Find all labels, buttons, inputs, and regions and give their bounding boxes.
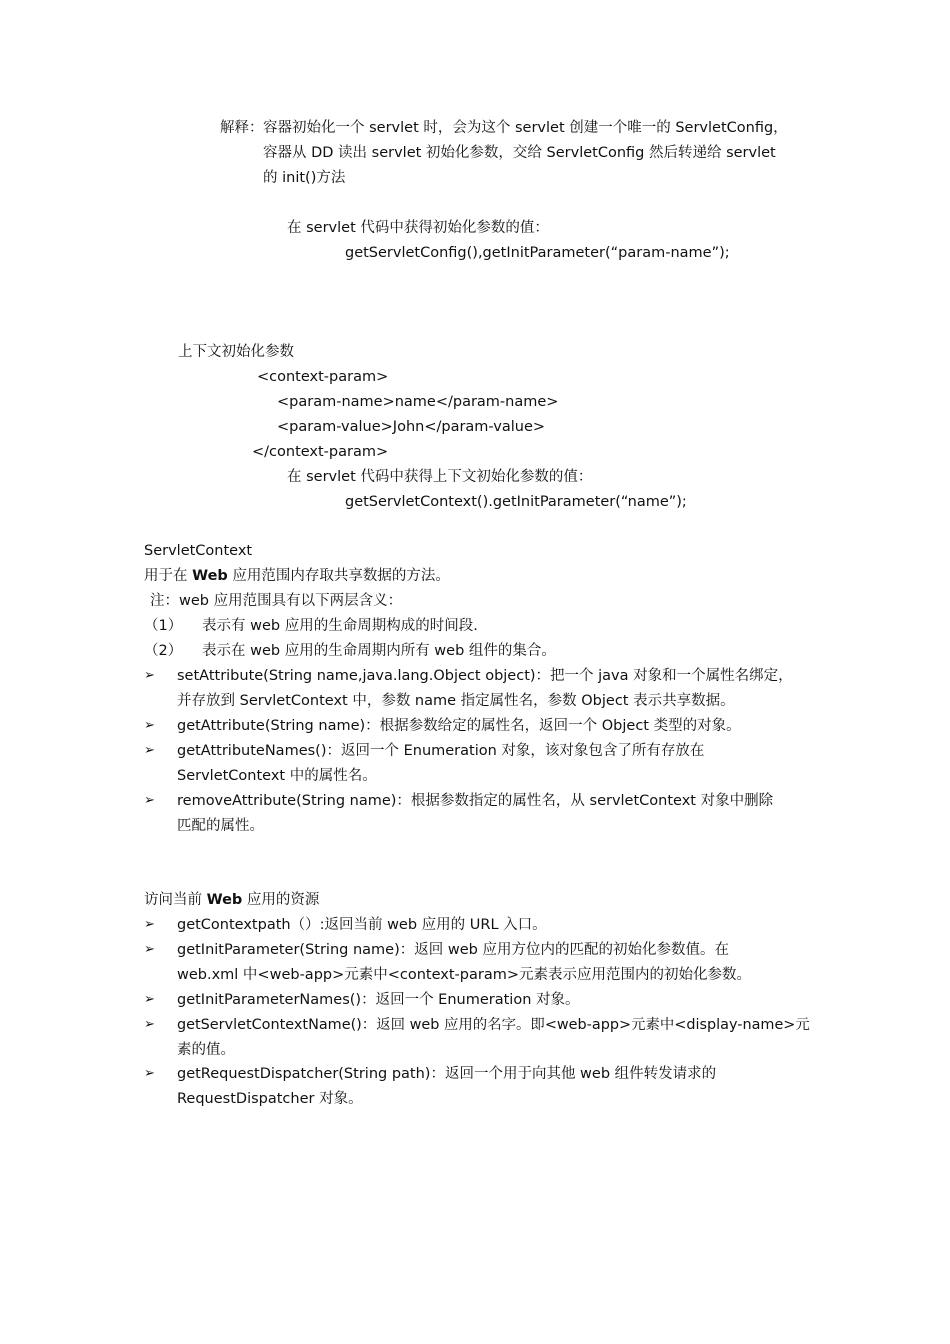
bullet-arrow-icon: ➢ <box>144 743 155 758</box>
resources-heading <box>144 890 319 910</box>
method-getrequestdispatcher-line-2: RequestDispatcher 对象。 <box>177 1091 363 1107</box>
scope-item-1-number: （1） <box>144 618 183 634</box>
bullet-arrow-icon: ➢ <box>144 917 155 932</box>
servletcontext-heading: ServletContext <box>144 543 253 559</box>
desc-pre: 用于在 <box>144 568 193 584</box>
context-code-line: getServletContext().getInitParameter(“name”); <box>345 494 687 510</box>
scope-item-2-text: 表示在 web 应用的生命周期内所有 web 组件的集合。 <box>202 643 556 659</box>
bullet-arrow-icon: ➢ <box>144 668 155 683</box>
method-setattribute-line-1: setAttribute(String name,java.lang.Object object)：把一个 java 对象和一个属性名绑定， <box>177 668 793 684</box>
desc-bold: Web <box>192 568 228 584</box>
explanation-line-1: 容器初始化一个 servlet 时，会为这个 servlet 创建一个唯一的 ServletConfig， <box>263 120 788 136</box>
method-getattribute-line-1: getAttribute(String name)：根据参数给定的属性名，返回一个 Object 类型的对象。 <box>177 718 741 734</box>
scope-note: 注：web 应用范围具有以下两层含义： <box>150 593 403 609</box>
xml-context-param-open: <context-param> <box>257 369 389 385</box>
resources-heading-bold: Web <box>206 892 243 908</box>
bullet-arrow-icon: ➢ <box>144 1066 155 1081</box>
context-param-heading: 上下文初始化参数 <box>178 344 294 360</box>
method-getattributenames-line-2: ServletContext 中的属性名。 <box>177 768 377 784</box>
context-code-intro: 在 servlet 代码中获得上下文初始化参数的值： <box>287 469 593 485</box>
method-getinitparameter-line-1: getInitParameter(String name)：返回 web 应用方位内的匹配的初始化参数值。在 <box>177 942 729 958</box>
method-getinitparameter-line-2: web.xml 中<web-app>元素中<context-param>元素表示应用范围内的初始化参数。 <box>177 967 751 983</box>
bullet-arrow-icon: ➢ <box>144 1017 155 1032</box>
bullet-arrow-icon: ➢ <box>144 793 155 808</box>
method-removeattribute-line-1: removeAttribute(String name)：根据参数指定的属性名，从 servletContext 对象中删除 <box>177 793 774 809</box>
method-getattributenames-line-1: getAttributeNames()：返回一个 Enumeration 对象，该对象包含了所有存放在 <box>177 743 705 759</box>
servletcontext-description <box>144 566 450 586</box>
method-getinitparameternames-line-1: getInitParameterNames()：返回一个 Enumeration 对象。 <box>177 992 580 1008</box>
scope-item-2-number: （2） <box>144 643 183 659</box>
explanation-line-2: 容器从 DD 读出 servlet 初始化参数，交给 ServletConfig 然后转递给 servlet <box>263 145 776 161</box>
method-removeattribute-line-2: 匹配的属性。 <box>177 818 264 834</box>
resources-heading-pre: 访问当前 <box>144 892 207 908</box>
bullet-arrow-icon: ➢ <box>144 992 155 1007</box>
desc-post: 应用范围内存取共享数据的方法。 <box>227 568 450 584</box>
method-getservletcontextname-line-2: 素的值。 <box>177 1042 235 1058</box>
bullet-arrow-icon: ➢ <box>144 718 155 733</box>
xml-param-value: <param-value>John</param-value> <box>277 419 546 435</box>
method-getrequestdispatcher-line-1: getRequestDispatcher(String path)：返回一个用于向其他 web 组件转发请求的 <box>177 1066 717 1082</box>
method-setattribute-line-2: 并存放到 ServletContext 中，参数 name 指定属性名，参数 Object 表示共享数据。 <box>177 693 735 709</box>
bullet-arrow-icon: ➢ <box>144 942 155 957</box>
xml-context-param-close: </context-param> <box>252 444 389 460</box>
scope-item-1-text: 表示有 web 应用的生命周期构成的时间段. <box>202 618 478 634</box>
explanation-line-3: 的 init()方法 <box>263 170 346 186</box>
method-getcontextpath-line-1: getContextpath（）:返回当前 web 应用的 URL 入口。 <box>177 917 547 933</box>
resources-heading-post: 应用的资源 <box>242 892 320 908</box>
explanation-label: 解释： <box>220 120 264 136</box>
method-getservletcontextname-line-1: getServletContextName()：返回 web 应用的名字。即<web-app>元素中<display-name>元 <box>177 1017 810 1033</box>
config-code-intro: 在 servlet 代码中获得初始化参数的值： <box>287 220 549 236</box>
config-code-line: getServletConfig(),getInitParameter(“param-name”); <box>345 245 730 261</box>
xml-param-name: <param-name>name</param-name> <box>277 394 559 410</box>
